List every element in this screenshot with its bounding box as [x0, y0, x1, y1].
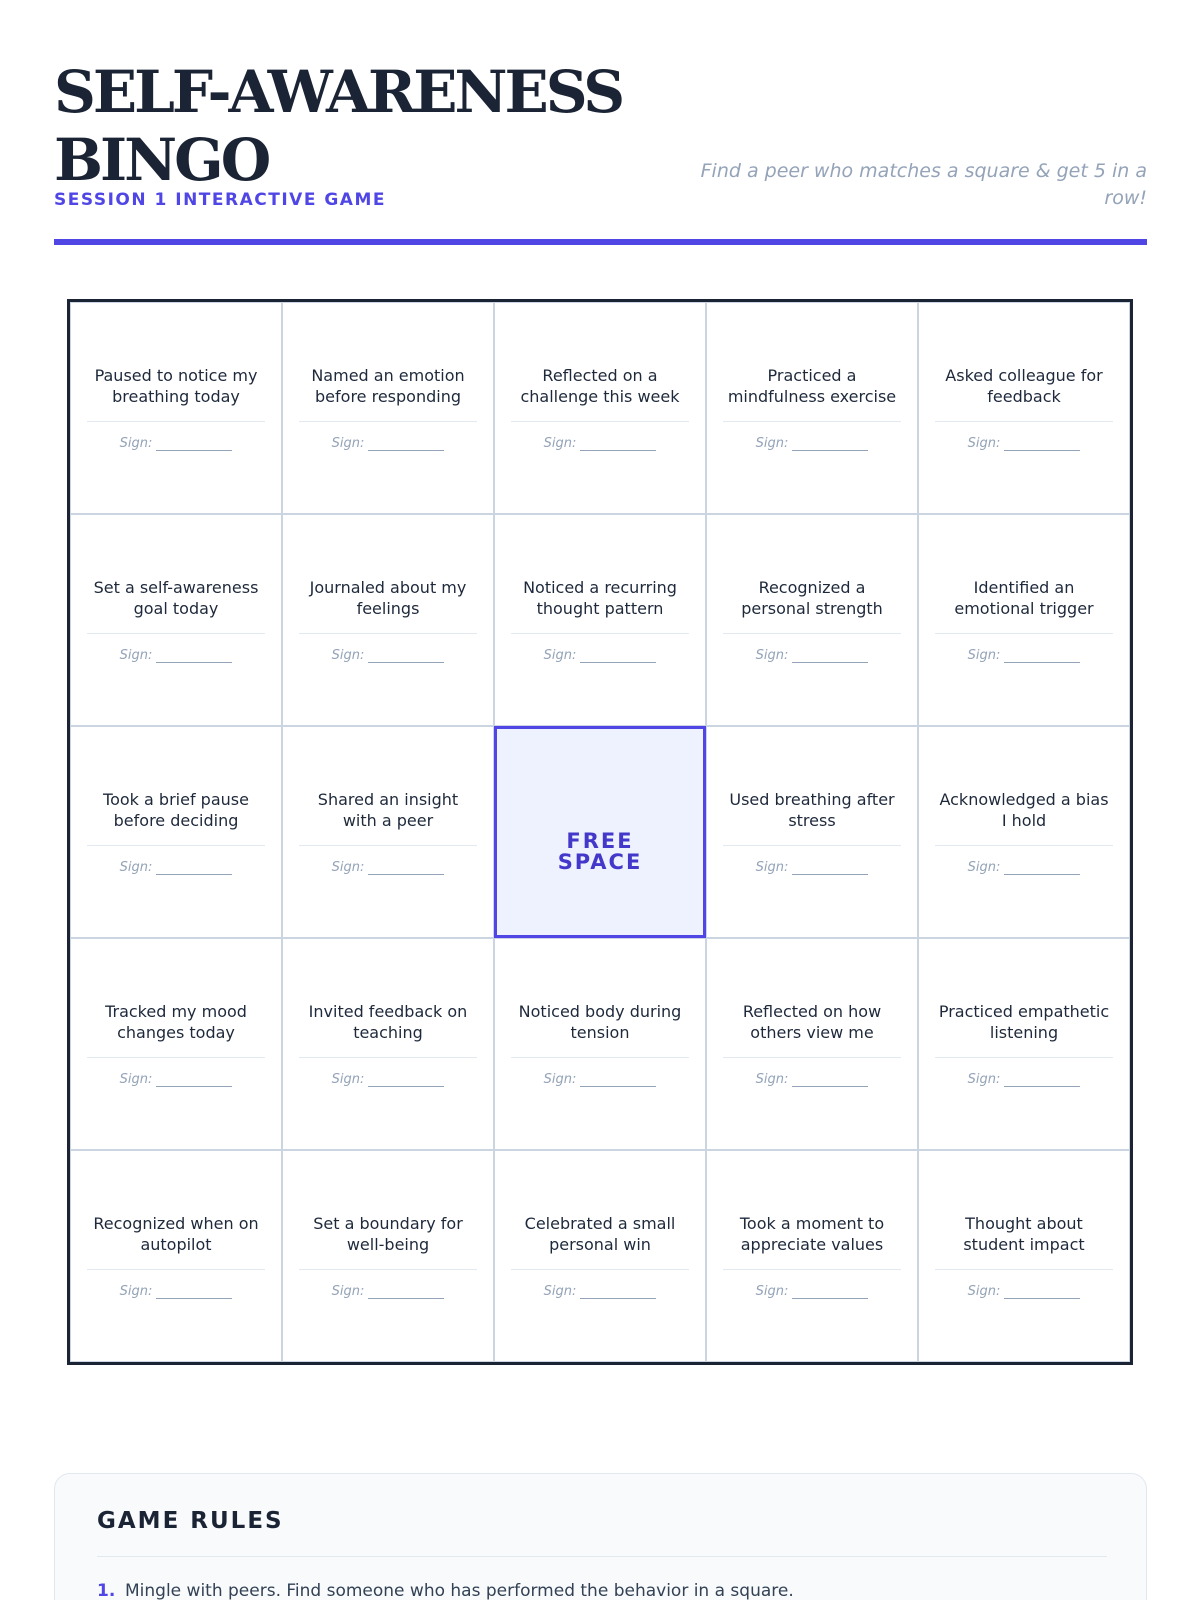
signature-line[interactable] [368, 863, 444, 875]
bingo-cell[interactable] [282, 938, 494, 1150]
page-subtitle: SESSION 1 INTERACTIVE GAME [54, 190, 386, 210]
signature-field[interactable] [756, 648, 869, 663]
bingo-cell-divider [935, 421, 1113, 422]
signature-line[interactable] [580, 1287, 656, 1299]
bingo-cell-divider [723, 421, 901, 422]
bingo-cell-divider [299, 845, 477, 846]
signature-line[interactable] [792, 439, 868, 451]
bingo-board [67, 299, 1133, 1365]
bingo-cell[interactable] [706, 1150, 918, 1362]
signature-field[interactable] [968, 648, 1081, 663]
signature-field[interactable] [332, 648, 445, 663]
bingo-cell[interactable] [706, 302, 918, 514]
bingo-cell-prompt: Invited feedback on teaching [308, 1002, 468, 1042]
page-tagline: Find a peer who matches a square & get 5 in a row! [700, 160, 1147, 209]
signature-label: Sign: [967, 860, 1001, 875]
game-rules-title: GAME RULES [97, 1508, 284, 1534]
bingo-cell-prompt: Set a boundary for well-being [313, 1214, 463, 1254]
signature-line[interactable] [368, 651, 444, 663]
bingo-cell-divider [87, 421, 265, 422]
signature-label: Sign: [331, 436, 365, 451]
signature-label: Sign: [119, 1072, 153, 1087]
bingo-cell-prompt: Acknowledged a bias I hold [939, 790, 1109, 830]
signature-field[interactable] [756, 1284, 869, 1299]
bingo-cell[interactable] [282, 726, 494, 938]
signature-label: Sign: [967, 436, 1001, 451]
bingo-cell[interactable] [282, 514, 494, 726]
signature-field[interactable] [120, 860, 233, 875]
signature-label: Sign: [119, 436, 153, 451]
signature-field[interactable] [968, 436, 1081, 451]
rule-text: Mingle with peers. Find someone who has performed the behavior in a square. [125, 1581, 794, 1600]
signature-field[interactable] [544, 1284, 657, 1299]
bingo-cell-prompt: Reflected on a challenge this week [520, 366, 680, 406]
signature-label: Sign: [119, 1284, 153, 1299]
signature-field[interactable] [120, 648, 233, 663]
bingo-cell-prompt: Shared an insight with a peer [317, 790, 459, 830]
signature-field[interactable] [756, 436, 869, 451]
bingo-cell-prompt: Asked colleague for feedback [945, 366, 1103, 406]
bingo-cell-prompt: Noticed a recurring thought pattern [523, 578, 677, 618]
signature-field[interactable] [544, 648, 657, 663]
signature-label: Sign: [331, 860, 365, 875]
bingo-cell-divider [723, 1057, 901, 1058]
game-rules-panel [54, 1473, 1147, 1600]
bingo-cell-free-space[interactable] [494, 726, 706, 938]
bingo-cell[interactable] [70, 1150, 282, 1362]
signature-line[interactable] [1004, 1075, 1080, 1087]
signature-label: Sign: [755, 436, 789, 451]
signature-field[interactable] [968, 860, 1081, 875]
signature-line[interactable] [580, 651, 656, 663]
bingo-cell-prompt: Practiced empathetic listening [938, 1002, 1110, 1042]
signature-label: Sign: [755, 1072, 789, 1087]
signature-line[interactable] [1004, 1287, 1080, 1299]
bingo-cell-divider [87, 633, 265, 634]
free-space-label: FREE SPACE [557, 829, 643, 874]
signature-field[interactable] [968, 1072, 1081, 1087]
bingo-cell-divider [935, 1057, 1113, 1058]
bingo-cell-divider [511, 421, 689, 422]
rule-item [97, 1578, 794, 1600]
signature-label: Sign: [119, 860, 153, 875]
bingo-cell-prompt: Paused to notice my breathing today [94, 366, 258, 406]
bingo-cell-prompt: Set a self-awareness goal today [93, 578, 259, 618]
signature-field[interactable] [756, 860, 869, 875]
bingo-cell-prompt: Practiced a mindfulness exercise [727, 366, 897, 406]
bingo-cell-prompt: Journaled about my feelings [309, 578, 467, 618]
bingo-cell[interactable] [706, 726, 918, 938]
signature-field[interactable] [756, 1072, 869, 1087]
bingo-cell-divider [723, 633, 901, 634]
page-header [54, 58, 1147, 248]
signature-label: Sign: [331, 648, 365, 663]
signature-label: Sign: [967, 648, 1001, 663]
signature-line[interactable] [156, 1287, 232, 1299]
bingo-cell[interactable] [70, 938, 282, 1150]
bingo-cell[interactable] [918, 726, 1130, 938]
bingo-cell[interactable] [70, 726, 282, 938]
bingo-cell-divider [723, 1269, 901, 1270]
signature-field[interactable] [332, 1072, 445, 1087]
signature-field[interactable] [332, 436, 445, 451]
signature-field[interactable] [120, 1284, 233, 1299]
bingo-cell-prompt: Celebrated a small personal win [524, 1214, 676, 1254]
bingo-cell-prompt: Thought about student impact [963, 1214, 1085, 1254]
bingo-cell[interactable] [918, 1150, 1130, 1362]
signature-line[interactable] [156, 439, 232, 451]
signature-line[interactable] [368, 1287, 444, 1299]
signature-line[interactable] [792, 1287, 868, 1299]
page-title: SELF-AWARENESS BINGO [54, 58, 623, 194]
bingo-cell-prompt: Identified an emotional trigger [954, 578, 1094, 618]
bingo-cell-prompt: Used breathing after stress [729, 790, 895, 830]
signature-line[interactable] [792, 1075, 868, 1087]
signature-field[interactable] [544, 1072, 657, 1087]
signature-label: Sign: [755, 860, 789, 875]
bingo-cell[interactable] [494, 938, 706, 1150]
bingo-cell-divider [87, 1057, 265, 1058]
bingo-cell-divider [299, 1057, 477, 1058]
bingo-cell[interactable] [282, 1150, 494, 1362]
signature-line[interactable] [156, 863, 232, 875]
signature-label: Sign: [967, 1072, 1001, 1087]
bingo-cell-divider [935, 845, 1113, 846]
bingo-cell-prompt: Reflected on how others view me [742, 1002, 882, 1042]
bingo-cell-prompt: Took a brief pause before deciding [103, 790, 249, 830]
bingo-cell-divider [511, 633, 689, 634]
signature-field[interactable] [968, 1284, 1081, 1299]
bingo-cell[interactable] [918, 514, 1130, 726]
signature-label: Sign: [331, 1284, 365, 1299]
bingo-cell-divider [87, 845, 265, 846]
bingo-cell[interactable] [706, 514, 918, 726]
signature-field[interactable] [332, 1284, 445, 1299]
signature-line[interactable] [1004, 863, 1080, 875]
signature-label: Sign: [967, 1284, 1001, 1299]
bingo-cell-divider [511, 1269, 689, 1270]
signature-line[interactable] [156, 1075, 232, 1087]
bingo-cell[interactable] [70, 302, 282, 514]
bingo-cell[interactable] [70, 514, 282, 726]
signature-field[interactable] [120, 1072, 233, 1087]
signature-label: Sign: [543, 648, 577, 663]
signature-field[interactable] [120, 436, 233, 451]
bingo-cell-prompt: Recognized a personal strength [741, 578, 883, 618]
bingo-cell-divider [299, 421, 477, 422]
signature-line[interactable] [368, 1075, 444, 1087]
signature-label: Sign: [543, 1284, 577, 1299]
signature-label: Sign: [543, 436, 577, 451]
signature-line[interactable] [156, 651, 232, 663]
signature-line[interactable] [368, 439, 444, 451]
signature-line[interactable] [792, 651, 868, 663]
signature-line[interactable] [580, 1075, 656, 1087]
bingo-cell-divider [723, 845, 901, 846]
signature-label: Sign: [119, 648, 153, 663]
signature-label: Sign: [755, 1284, 789, 1299]
bingo-cell[interactable] [918, 938, 1130, 1150]
bingo-cell-divider [935, 633, 1113, 634]
signature-line[interactable] [580, 439, 656, 451]
signature-label: Sign: [543, 1072, 577, 1087]
signature-line[interactable] [1004, 439, 1080, 451]
bingo-cell[interactable] [918, 302, 1130, 514]
bingo-cell-prompt: Took a moment to appreciate values [739, 1214, 885, 1254]
header-divider [54, 239, 1147, 245]
game-rules-divider [97, 1556, 1107, 1557]
signature-label: Sign: [331, 1072, 365, 1087]
bingo-cell[interactable] [494, 514, 706, 726]
game-rules-list [97, 1578, 794, 1600]
signature-line[interactable] [1004, 651, 1080, 663]
bingo-cell[interactable] [282, 302, 494, 514]
bingo-cell-prompt: Named an emotion before responding [311, 366, 465, 406]
bingo-cell[interactable] [706, 938, 918, 1150]
bingo-cell-divider [299, 633, 477, 634]
signature-field[interactable] [544, 436, 657, 451]
bingo-cell-prompt: Noticed body during tension [518, 1002, 682, 1042]
bingo-cell[interactable] [494, 302, 706, 514]
bingo-cell-divider [87, 1269, 265, 1270]
rule-number: 1. [97, 1581, 116, 1600]
bingo-cell[interactable] [494, 1150, 706, 1362]
bingo-cell-prompt: Tracked my mood changes today [105, 1002, 247, 1042]
signature-field[interactable] [332, 860, 445, 875]
bingo-cell-prompt: Recognized when on autopilot [93, 1214, 259, 1254]
bingo-cell-divider [511, 1057, 689, 1058]
signature-label: Sign: [755, 648, 789, 663]
bingo-cell-divider [935, 1269, 1113, 1270]
bingo-cell-divider [299, 1269, 477, 1270]
signature-line[interactable] [792, 863, 868, 875]
